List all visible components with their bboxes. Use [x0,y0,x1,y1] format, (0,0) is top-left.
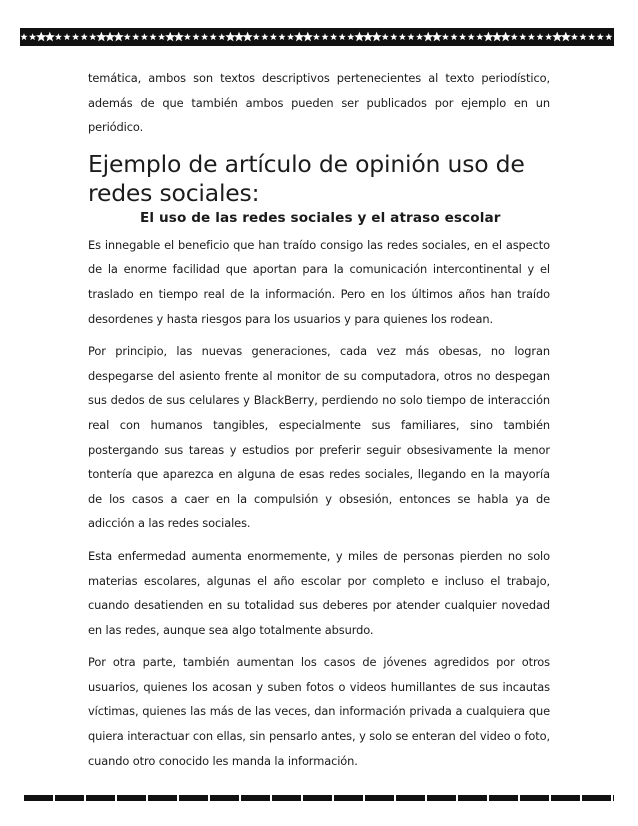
body-paragraph: Es innegable el beneficio que han traído consigo las redes sociales, en el aspecto de la enorme facilidad que aportan para la comunicación intercontinental y el traslado en tiempo real de la información. Pero en los últimos años han traído desordenes y hasta riesgos para los usuarios y para quienes los rodean. [88,237,550,326]
page-content [88,66,550,781]
star-border-top [20,28,614,46]
body-paragraph: Por principio, las nuevas generaciones, cada vez más obesas, no logran despegarse del asiento frente al monitor de su computadora, otros no despegan sus dedos de sus celulares y BlackBerry, perdiendo no solo tiempo de interacción real con humanos tangibles, especialmente sus familiares, sino también postergando sus tareas y estudios por preferir seguir obsesivamente la menor tontería que aparezca en alguna de esas redes sociales, llegando en la mayoría de los casos a caer en la compulsión y obsesión, entonces se habla ya de adicción a las redes sociales. [88,344,550,531]
intro-paragraph: temática, ambos son textos descriptivos pertenecientes al texto periodístico, además de que también ambos pueden ser publicados por ejemplo en un periódico. [88,71,550,135]
body-paragraph: Esta enfermedad aumenta enormemente, y miles de personas pierden no solo materias escolares, algunas el año escolar por completo e incluso el trabajo, cuando desatienden en su totalidad sus deberes por atender cualquier novedad en las redes, aunque sea algo totalmente absurdo. [88,548,550,637]
body-paragraph: Por otra parte, también aumentan los casos de jóvenes agredidos por otros usuarios, quienes los acosan y suben fotos o videos humillantes de sus incautas víctimas, quienes las más de las veces, dan información privada a cualquiera que quiera interactuar con ellas, sin pensarlo antes, y solo se enteran del video o foto, cuando otro conocido les manda la información. [88,655,550,768]
section-heading: Ejemplo de artículo de opinión uso de redes sociales: [88,149,525,207]
article-title: El uso de las redes sociales y el atraso escolar [140,209,501,226]
dashed-border-bottom [24,795,614,801]
